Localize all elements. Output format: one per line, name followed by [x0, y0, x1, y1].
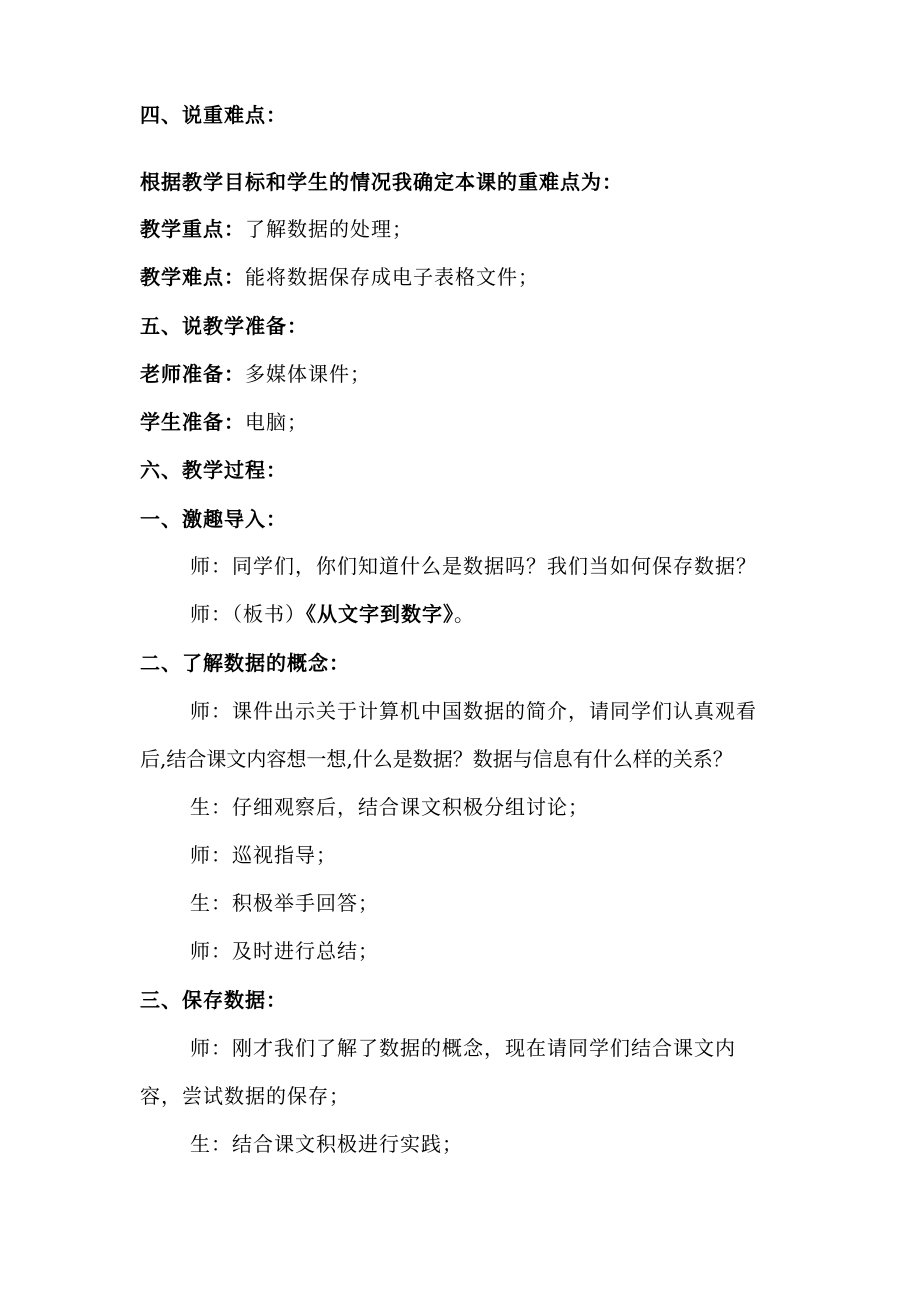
key-point-label: 教学重点： — [140, 217, 245, 241]
paragraph-text: 师：同学们，你们知道什么是数据吗？我们当如何保存数据？ — [190, 554, 757, 578]
student-prep-line — [140, 409, 308, 435]
paragraph-text: 生：积极举手回答； — [190, 891, 379, 915]
paragraph-line — [140, 1083, 350, 1109]
paragraph-line — [190, 794, 589, 820]
teacher-prep-label: 老师准备： — [140, 362, 245, 386]
paragraph-text: 后,结合课文内容想一想,什么是数据？数据与信息有什么样的关系？ — [140, 747, 733, 771]
paragraph-tail: 。 — [454, 602, 475, 626]
intro-text: 根据教学目标和学生的情况我确定本课的重难点为： — [140, 170, 623, 194]
paragraph-line — [190, 938, 379, 964]
book-title: 《从文字到数字》 — [306, 602, 454, 626]
paragraph-line — [190, 842, 337, 868]
difficult-point-line — [140, 264, 539, 290]
heading-text: 四、说重难点： — [140, 103, 287, 127]
paragraph-line — [190, 1035, 736, 1061]
paragraph-line — [190, 553, 757, 579]
heading-text: 六、教学过程： — [140, 458, 287, 482]
section-heading-difficulties — [140, 102, 287, 128]
paragraph-text: 师：及时进行总结； — [190, 939, 379, 963]
difficulties-intro — [140, 169, 623, 195]
paragraph-line — [190, 1131, 463, 1157]
paragraph-text: 师：刚才我们了解了数据的概念，现在请同学们结合课文内 — [190, 1036, 736, 1060]
subsection-heading-intro — [140, 506, 287, 532]
paragraph-text: 师：课件出示关于计算机中国数据的简介，请同学们认真观看 — [190, 699, 757, 723]
student-prep-label: 学生准备： — [140, 410, 245, 434]
paragraph-text: 师：巡视指导； — [190, 843, 337, 867]
key-point-text: 了解数据的处理； — [245, 217, 413, 241]
difficult-point-text: 能将数据保存成电子表格文件； — [245, 265, 539, 289]
teacher-prep-text: 多媒体课件； — [245, 362, 371, 386]
heading-text: 三、保存数据： — [140, 988, 287, 1012]
subsection-heading-concept — [140, 650, 350, 676]
heading-text: 二、了解数据的概念： — [140, 651, 350, 675]
paragraph-line — [190, 890, 379, 916]
paragraph-text: 生：结合课文积极进行实践； — [190, 1132, 463, 1156]
student-prep-text: 电脑； — [245, 410, 308, 434]
paragraph-line — [190, 601, 475, 627]
paragraph-text: 容，尝试数据的保存； — [140, 1084, 350, 1108]
paragraph-line — [190, 698, 757, 724]
key-point-line — [140, 216, 413, 242]
paragraph-line — [140, 746, 733, 772]
subsection-heading-save — [140, 987, 287, 1013]
heading-text: 五、说教学准备： — [140, 314, 308, 338]
section-heading-process — [140, 457, 287, 483]
paragraph-text: 生：仔细观察后，结合课文积极分组讨论； — [190, 795, 589, 819]
teacher-prep-line — [140, 361, 371, 387]
section-heading-preparation — [140, 313, 308, 339]
paragraph-text: 师：（板书） — [190, 602, 306, 626]
heading-text: 一、激趣导入： — [140, 507, 287, 531]
difficult-point-label: 教学难点： — [140, 265, 245, 289]
